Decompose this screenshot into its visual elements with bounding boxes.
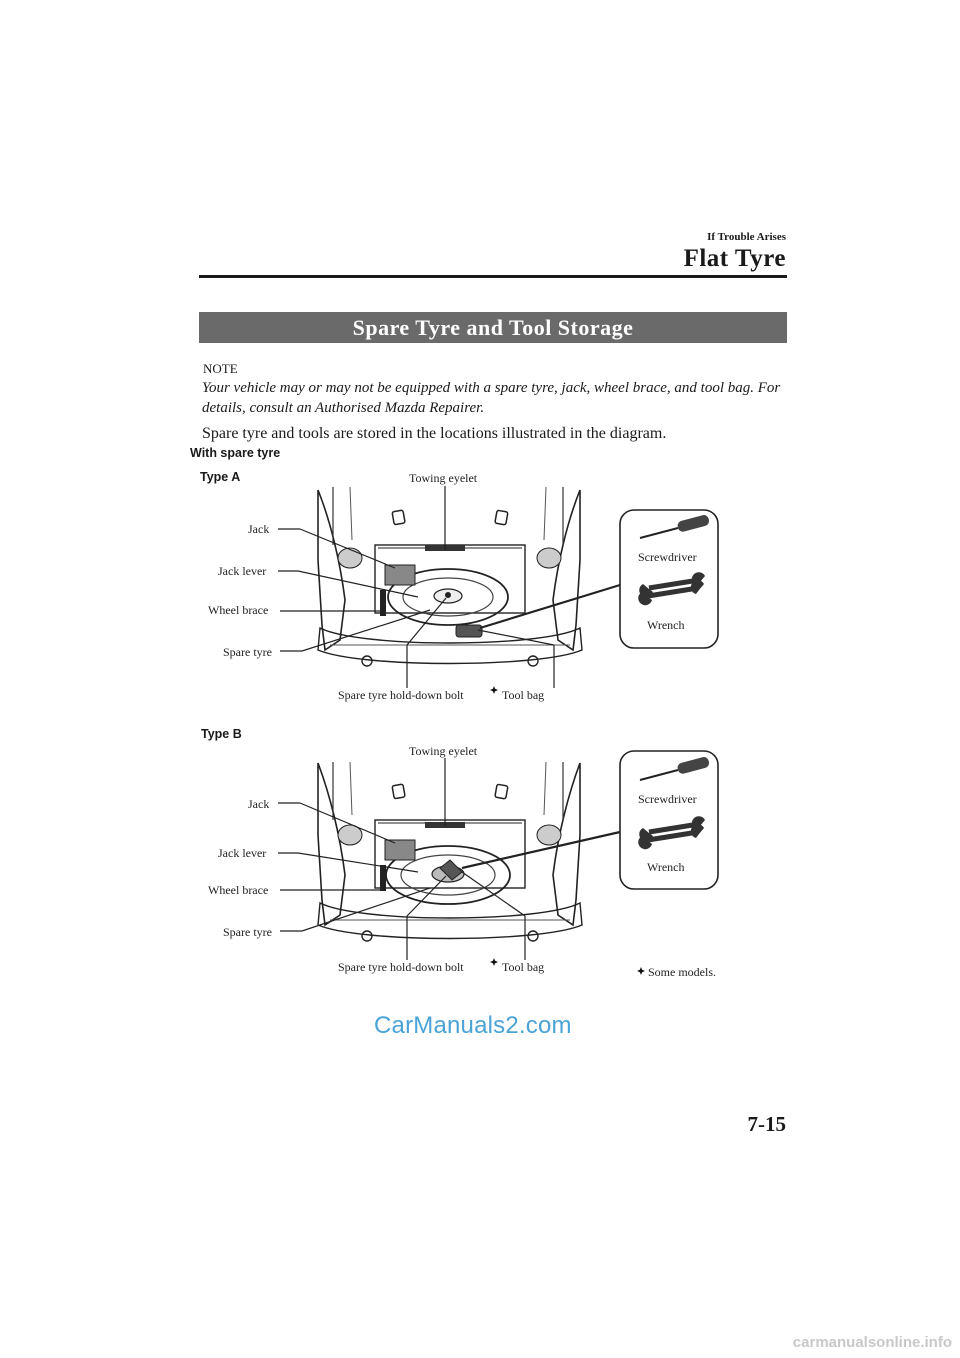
label-b-jack-lever: Jack lever [218, 846, 267, 860]
footer-band [0, 1330, 960, 1358]
note-heading: NOTE [203, 361, 238, 376]
label-a-jack: Jack [248, 522, 270, 536]
label-a-screwdriver: Screwdriver [638, 550, 697, 564]
figure-a-leader-lines [278, 486, 620, 688]
section-title: Flat Tyre [683, 245, 786, 272]
label-a-towing-eyelet: Towing eyelet [409, 471, 478, 485]
label-a-wrench: Wrench [647, 618, 685, 632]
chapter-title: If Trouble Arises [707, 231, 786, 243]
label-b-wheel-brace: Wheel brace [208, 883, 269, 897]
label-b-hold-down-bolt: Spare tyre hold-down bolt [338, 960, 464, 974]
label-b-towing-eyelet: Towing eyelet [409, 744, 478, 758]
footnote-asterisk-icon [637, 967, 645, 975]
label-a-jack-lever: Jack lever [218, 564, 267, 578]
label-b-screwdriver: Screwdriver [638, 792, 697, 806]
intro-paragraph: Spare tyre and tools are stored in the locations illustrated in the diagram. [202, 425, 667, 442]
figure-a-screwdriver-icon [640, 514, 710, 538]
figure-a-asterisk-icon [490, 686, 498, 694]
topic-banner: Spare Tyre and Tool Storage [199, 312, 787, 343]
page-number: 7-15 [747, 1112, 786, 1136]
label-a-wheel-brace: Wheel brace [208, 603, 269, 617]
label-b-tool-bag: Tool bag [502, 960, 545, 974]
figure-a-title: Type A [200, 470, 241, 484]
figure-b-asterisk-icon [490, 958, 498, 966]
figure-b-car [318, 762, 582, 941]
label-b-wrench: Wrench [647, 860, 685, 874]
label-a-hold-down-bolt: Spare tyre hold-down bolt [338, 688, 464, 702]
figure-b-screwdriver-icon [640, 756, 710, 780]
label-b-jack: Jack [248, 797, 270, 811]
note-body: Your vehicle may or may not be equipped with a spare tyre, jack, wheel brace, and tool bag. For details, consult an Authorised Mazda Repairer. [202, 380, 781, 416]
footer-site: carmanualsonline.info [792, 1334, 952, 1351]
subheading-with-spare-tyre: With spare tyre [190, 446, 281, 460]
watermark: CarManuals2.com [374, 1012, 572, 1039]
label-b-spare-tyre: Spare tyre [223, 925, 272, 939]
figure-a-car [318, 487, 582, 666]
footnote-some-models: Some models. [648, 965, 716, 979]
label-a-spare-tyre: Spare tyre [223, 645, 272, 659]
figure-b-title: Type B [201, 727, 242, 741]
label-a-tool-bag: Tool bag [502, 688, 545, 702]
